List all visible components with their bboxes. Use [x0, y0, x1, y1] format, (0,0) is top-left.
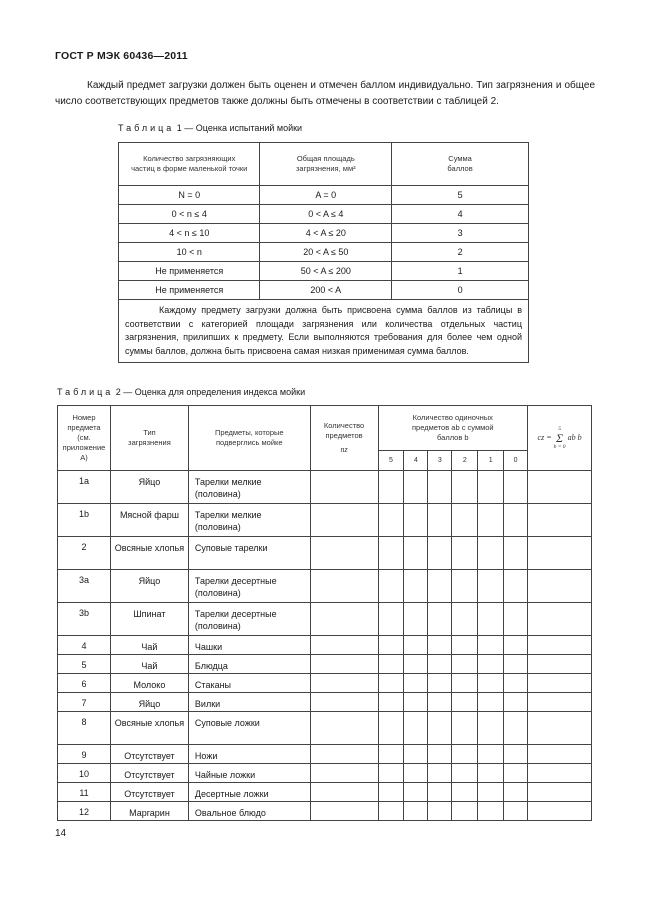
intro-paragraph: Каждый предмет загрузки должен быть оценен и отмечен баллом индивидуально. Тип загрязнения и общее число соответствующих предметов также должны быть отмечены в соответствии с таблицей 2.	[55, 80, 595, 107]
table2-cell-score-count	[404, 636, 428, 655]
table2-cell-score-count	[378, 537, 404, 570]
table2-cell-score-count	[428, 655, 452, 674]
table2-cell-items: Тарелки мелкие (половина)	[188, 471, 310, 504]
table2-formula-top: 5	[558, 425, 561, 432]
table2-cell-items: Тарелки мелкие (половина)	[188, 504, 310, 537]
table1-header-row	[119, 143, 529, 186]
table2-cell-items: Десертные ложки	[188, 783, 310, 802]
table2-cell-score-count	[478, 674, 504, 693]
table2-cell-soil-type: Яйцо	[110, 570, 188, 603]
table1-header-particles: Количество загрязняющих частиц в форме маленькой точки	[119, 143, 260, 186]
table2-cell-score-count	[504, 764, 528, 783]
table2-cell-number: 11	[58, 783, 111, 802]
table2-cell-score-count	[478, 712, 504, 745]
table1-cell-particles: 10 < n	[119, 243, 260, 262]
table2-cell-soil-type: Шпинат	[110, 603, 188, 636]
table2-cell-score-count	[452, 471, 478, 504]
table1-cell-score: 1	[392, 262, 529, 281]
table2-cell-quantity	[310, 537, 378, 570]
table2-cell-sum	[528, 783, 592, 802]
sigma-icon: Σ	[556, 430, 564, 445]
table1-cell-particles: Не применяется	[119, 281, 260, 300]
table2-cell-score-count	[452, 764, 478, 783]
table2-wash-index	[57, 405, 592, 821]
table2-cell-quantity	[310, 570, 378, 603]
table2-cell-items: Суповые тарелки	[188, 537, 310, 570]
table2-score-cell: 5	[378, 451, 404, 471]
table2-caption-title: 2 — Оценка для определения индекса мойки	[113, 387, 306, 397]
table2-row	[58, 712, 592, 745]
table2-row	[58, 636, 592, 655]
table2-cell-score-count	[378, 570, 404, 603]
table1-cell-particles: Не применяется	[119, 262, 260, 281]
page-number: 14	[55, 828, 67, 839]
table2-cell-items: Овальное блюдо	[188, 802, 310, 821]
table2-header-soil-type: Тип загрязнения	[110, 406, 188, 471]
table1-cell-score: 5	[392, 186, 529, 205]
table2-cell-items: Тарелки десертные (половина)	[188, 603, 310, 636]
table2-header-quantity-symbol: nz	[340, 445, 348, 454]
table2-cell-sum	[528, 802, 592, 821]
table2-cell-score-count	[504, 783, 528, 802]
table2-cell-number: 1a	[58, 471, 111, 504]
table2-cell-score-count	[504, 712, 528, 745]
table2-cell-score-count	[452, 655, 478, 674]
table2-cell-quantity	[310, 745, 378, 764]
table2-formula-bottom: b = 0	[553, 443, 566, 450]
table2-cell-score-count	[404, 802, 428, 821]
table2-cell-quantity	[310, 674, 378, 693]
table2-cell-score-count	[378, 674, 404, 693]
table2-row	[58, 655, 592, 674]
table2-cell-sum	[528, 764, 592, 783]
table2-cell-soil-type: Яйцо	[110, 471, 188, 504]
table2-cell-soil-type: Чай	[110, 655, 188, 674]
table2-cell-quantity	[310, 636, 378, 655]
table1-wash-evaluation	[118, 142, 529, 363]
table2-cell-score-count	[378, 655, 404, 674]
table2-cell-score-count	[404, 674, 428, 693]
table2-cell-score-count	[404, 712, 428, 745]
table2-cell-score-count	[478, 636, 504, 655]
table2-cell-soil-type: Чай	[110, 636, 188, 655]
table2-cell-score-count	[428, 712, 452, 745]
table2-row	[58, 674, 592, 693]
table2-cell-number: 7	[58, 693, 111, 712]
table1-caption	[118, 123, 302, 133]
table2-score-cell: 1	[478, 451, 504, 471]
table2-cell-soil-type: Отсутствует	[110, 745, 188, 764]
table1-note: Каждому предмету загрузки должна быть присвоена сумма баллов из таблицы в соответствии с категорией площади загрязнения или количества отдельных частиц загрязнения, прилипших к предмету. Если выполняются требования для более чем одной суммы баллов, должна быть присвоена самая низкая применимая сумма баллов.	[119, 300, 529, 363]
table2-body	[58, 471, 592, 821]
table2-cell-score-count	[404, 570, 428, 603]
table1-caption-title: 1 — Оценка испытаний мойки	[174, 123, 303, 133]
table1-cell-area: 0 < A ≤ 4	[260, 205, 392, 224]
table2-cell-sum	[528, 674, 592, 693]
table2-cell-soil-type: Овсяные хлопья	[110, 537, 188, 570]
table2-cell-quantity	[310, 764, 378, 783]
table1-cell-area: 50 < A ≤ 200	[260, 262, 392, 281]
table1-note-row	[119, 300, 529, 363]
table2-cell-score-count	[378, 603, 404, 636]
table2-cell-score-count	[478, 745, 504, 764]
table1-cell-area: 20 < A ≤ 50	[260, 243, 392, 262]
table2-cell-score-count	[452, 537, 478, 570]
table2-cell-score-count	[378, 712, 404, 745]
table2-cell-score-count	[452, 693, 478, 712]
table2-cell-score-count	[404, 764, 428, 783]
table2-score-cell: 3	[428, 451, 452, 471]
table2-cell-score-count	[428, 802, 452, 821]
table2-cell-soil-type: Молоко	[110, 674, 188, 693]
table2-row	[58, 471, 592, 504]
table2-score-cell: 2	[452, 451, 478, 471]
table2-cell-number: 12	[58, 802, 111, 821]
table2-cell-score-count	[504, 693, 528, 712]
table2-header-item-number: Номер предмета (см. приложение А)	[58, 406, 111, 471]
table2-cell-sum	[528, 693, 592, 712]
table2-cell-score-count	[478, 802, 504, 821]
table2-cell-score-count	[478, 537, 504, 570]
table2-cell-score-count	[504, 802, 528, 821]
table2-cell-score-count	[428, 636, 452, 655]
table2-cell-score-count	[378, 802, 404, 821]
table2-cell-score-count	[428, 504, 452, 537]
table2-cell-number: 5	[58, 655, 111, 674]
table1-cell-score: 4	[392, 205, 529, 224]
table2-header-single-count: Количество одиночных предметов ab с суммой баллов b	[378, 406, 528, 451]
table2-cell-number: 8	[58, 712, 111, 745]
table2-cell-items: Вилки	[188, 693, 310, 712]
table2-formula-sum	[554, 426, 566, 451]
table2-cell-score-count	[428, 603, 452, 636]
table2-cell-score-count	[504, 603, 528, 636]
table2-cell-items: Стаканы	[188, 674, 310, 693]
table2-cell-number: 9	[58, 745, 111, 764]
table1-cell-score: 3	[392, 224, 529, 243]
table2-cell-score-count	[452, 636, 478, 655]
table1-cell-score: 2	[392, 243, 529, 262]
table2-cell-score-count	[378, 636, 404, 655]
table2-cell-quantity	[310, 655, 378, 674]
table2-cell-score-count	[378, 693, 404, 712]
table2-cell-score-count	[428, 783, 452, 802]
table2-cell-soil-type: Маргарин	[110, 802, 188, 821]
table2-row	[58, 802, 592, 821]
table2-cell-score-count	[404, 745, 428, 764]
table2-cell-soil-type: Отсутствует	[110, 764, 188, 783]
table2-cell-number: 10	[58, 764, 111, 783]
table2-cell-quantity	[310, 693, 378, 712]
table2-cell-score-count	[478, 783, 504, 802]
table2-header-row	[58, 406, 592, 451]
table2-cell-score-count	[504, 504, 528, 537]
table2-cell-soil-type: Овсяные хлопья	[110, 712, 188, 745]
table2-row	[58, 537, 592, 570]
table2-cell-score-count	[504, 745, 528, 764]
table1-row	[119, 262, 529, 281]
table2-cell-score-count	[504, 636, 528, 655]
table2-formula-lhs: cz =	[537, 433, 552, 442]
table2-cell-items: Чашки	[188, 636, 310, 655]
table2-cell-score-count	[452, 674, 478, 693]
table2-formula	[528, 426, 591, 451]
table2-header-quantity-label: Количество предметов	[323, 421, 365, 440]
table2-cell-number: 4	[58, 636, 111, 655]
table2-cell-items: Тарелки десертные (половина)	[188, 570, 310, 603]
table2-cell-items: Блюдца	[188, 655, 310, 674]
table2-cell-score-count	[428, 764, 452, 783]
table2-cell-score-count	[478, 693, 504, 712]
table1-cell-particles: 4 < n ≤ 10	[119, 224, 260, 243]
table2-cell-quantity	[310, 504, 378, 537]
table2-cell-number: 3b	[58, 603, 111, 636]
table2-cell-score-count	[452, 712, 478, 745]
table2-cell-score-count	[428, 693, 452, 712]
table2-header-items: Предметы, которые подверглись мойке	[188, 406, 310, 471]
table2-cell-score-count	[478, 603, 504, 636]
table2-cell-score-count	[478, 504, 504, 537]
table2-cell-items: Суповые ложки	[188, 712, 310, 745]
table2-cell-score-count	[452, 802, 478, 821]
table2-cell-score-count	[428, 674, 452, 693]
document-code: ГОСТ Р МЭК 60436—2011	[55, 50, 188, 62]
table2-row	[58, 745, 592, 764]
table2-cell-quantity	[310, 603, 378, 636]
table2-cell-score-count	[478, 764, 504, 783]
table1-cell-score: 0	[392, 281, 529, 300]
table1-row	[119, 205, 529, 224]
table1-header-area: Общая площадь загрязнения, мм²	[260, 143, 392, 186]
table2-cell-sum	[528, 745, 592, 764]
table1-row	[119, 186, 529, 205]
table2-cell-score-count	[478, 655, 504, 674]
table1-cell-area: 4 < A ≤ 20	[260, 224, 392, 243]
table2-cell-number: 6	[58, 674, 111, 693]
table2-cell-score-count	[404, 504, 428, 537]
table1-header-score: Сумма баллов	[392, 143, 529, 186]
table2-cell-score-count	[452, 783, 478, 802]
table2-cell-score-count	[428, 570, 452, 603]
table2-cell-score-count	[452, 603, 478, 636]
table2-cell-score-count	[504, 537, 528, 570]
table2-row	[58, 764, 592, 783]
table2-cell-soil-type: Мясной фарш	[110, 504, 188, 537]
table2-cell-score-count	[404, 693, 428, 712]
table2-cell-score-count	[404, 471, 428, 504]
table2-cell-score-count	[428, 745, 452, 764]
table2-cell-quantity	[310, 712, 378, 745]
table1-row	[119, 281, 529, 300]
table2-cell-quantity	[310, 471, 378, 504]
table2-caption	[57, 387, 305, 397]
table2-cell-sum	[528, 471, 592, 504]
table2-cell-quantity	[310, 783, 378, 802]
table2-cell-items: Чайные ложки	[188, 764, 310, 783]
table2-score-cell: 4	[404, 451, 428, 471]
table1-row	[119, 243, 529, 262]
table2-row	[58, 693, 592, 712]
table1-row	[119, 224, 529, 243]
table2-cell-score-count	[452, 570, 478, 603]
table2-row	[58, 603, 592, 636]
table2-cell-sum	[528, 537, 592, 570]
table2-cell-score-count	[404, 655, 428, 674]
table2-formula-rhs: ab b	[567, 433, 582, 442]
table1-cell-area: 200 < A	[260, 281, 392, 300]
table2-cell-score-count	[378, 764, 404, 783]
table2-cell-score-count	[452, 504, 478, 537]
table2-cell-score-count	[478, 471, 504, 504]
table2-cell-number: 2	[58, 537, 111, 570]
table2-header-formula	[528, 406, 592, 471]
table2-cell-score-count	[378, 745, 404, 764]
table2-cell-score-count	[378, 783, 404, 802]
table2-cell-score-count	[452, 745, 478, 764]
table1-caption-prefix: Таблица	[118, 123, 175, 133]
table2-cell-quantity	[310, 802, 378, 821]
table2-score-cell: 0	[504, 451, 528, 471]
table2-cell-score-count	[404, 537, 428, 570]
table2-cell-soil-type: Отсутствует	[110, 783, 188, 802]
table2-cell-score-count	[428, 537, 452, 570]
table2-row	[58, 783, 592, 802]
table2-cell-soil-type: Яйцо	[110, 693, 188, 712]
table2-cell-sum	[528, 636, 592, 655]
table1-cell-area: A = 0	[260, 186, 392, 205]
table2-row	[58, 570, 592, 603]
table2-cell-score-count	[504, 471, 528, 504]
table2-cell-score-count	[378, 471, 404, 504]
table2-cell-score-count	[504, 570, 528, 603]
table2-cell-sum	[528, 603, 592, 636]
table2-cell-score-count	[378, 504, 404, 537]
table2-cell-number: 3a	[58, 570, 111, 603]
table2-cell-number: 1b	[58, 504, 111, 537]
table2-header-quantity	[310, 406, 378, 471]
table2-cell-sum	[528, 712, 592, 745]
table1-cell-particles: 0 < n ≤ 4	[119, 205, 260, 224]
table2-cell-score-count	[504, 674, 528, 693]
table1-cell-particles: N = 0	[119, 186, 260, 205]
table2-cell-items: Ножи	[188, 745, 310, 764]
table2-caption-prefix: Таблица	[57, 387, 114, 397]
table2-row	[58, 504, 592, 537]
table2-cell-score-count	[404, 783, 428, 802]
table2-cell-score-count	[478, 570, 504, 603]
table2-cell-score-count	[428, 471, 452, 504]
table2-cell-score-count	[504, 655, 528, 674]
table2-cell-score-count	[404, 603, 428, 636]
table2-cell-sum	[528, 570, 592, 603]
table2-cell-sum	[528, 655, 592, 674]
table2-cell-sum	[528, 504, 592, 537]
